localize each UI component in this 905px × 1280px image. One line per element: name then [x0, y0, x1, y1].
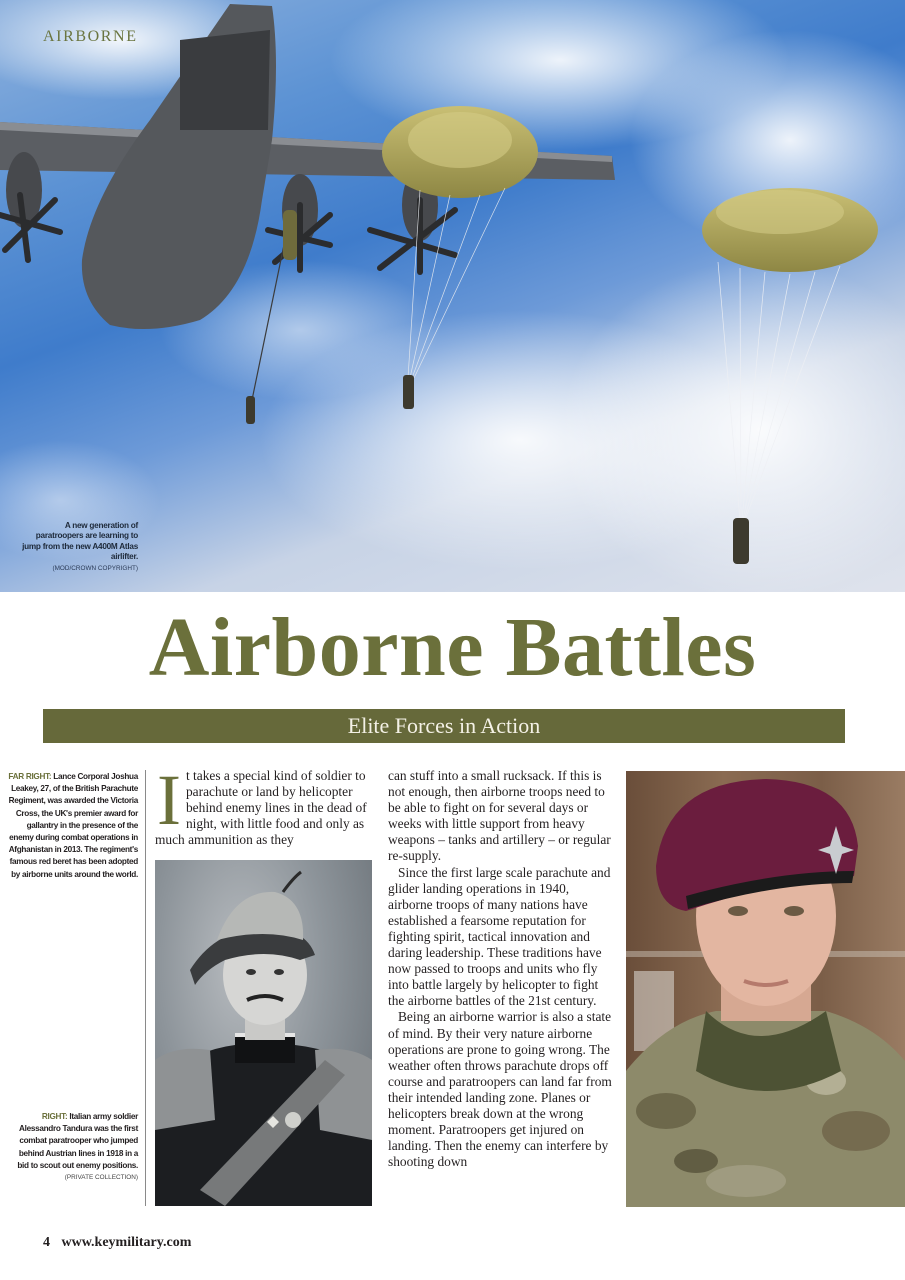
hero-photo-credit: (MOD/CROWN COPYRIGHT) — [52, 564, 138, 572]
drop-cap: I — [157, 760, 181, 840]
caption-right — [8, 1111, 138, 1184]
page-footer — [43, 1235, 191, 1251]
article-paragraph: Since the first large scale parachute and glider landing operations in 1940, airborne troops of many nations have established a fearsome reputation for fighting spirit, tactical innovation and daring leadership. These traditions have now passed to troops and units who fly into battle largely by helicopter to fight the airborne battles of the 21st century. — [388, 864, 611, 1009]
section-tag: AIRBORNE — [43, 28, 138, 45]
caption-text: Lance Corporal Joshua Leakey, 27, of the British Parachute Regiment, was awarded the Victoria Cross, the UK's premier award for gallantry in the presence of the enemy during combat operations in Afghanistan in 2013. The regiment's famous red beret has been adopted by airborne units around the world. — [8, 772, 138, 879]
article-intro-text: t takes a special kind of soldier to parachute or land by helicopter behind enemy lines in the dead of night, with little food and only as much ammunition as they — [155, 768, 367, 848]
hero-caption-text: A new generation of paratroopers are learning to jump from the new A400M Atlas airlifter. — [22, 521, 138, 562]
page-number: 4 — [43, 1235, 50, 1250]
photo-alessandro-tandura — [155, 860, 372, 1206]
article-title: Airborne Battles — [148, 601, 757, 694]
photo-joshua-leakey — [626, 771, 905, 1207]
vintage-portrait-illustration — [155, 860, 372, 1206]
subtitle-band — [43, 709, 845, 743]
caption-credit: (PRIVATE COLLECTION) — [64, 1174, 138, 1182]
hero-photo — [0, 0, 905, 592]
beret-portrait-illustration — [626, 771, 905, 1207]
hero-caption — [20, 521, 138, 574]
aircraft-parachute-illustration — [0, 0, 905, 592]
caption-text: Italian army soldier Alessandro Tandura was the first combat paratrooper who jumped behind Austrian lines in 1918 in a bid to scout out enemy positions. — [17, 1112, 138, 1170]
caption-lead: RIGHT: — [41, 1112, 68, 1121]
article-subtitle: Elite Forces in Action — [347, 713, 541, 738]
caption-lead: FAR RIGHT: — [8, 772, 52, 781]
caption-far-right — [8, 771, 138, 881]
website-link[interactable]: www.keymilitary.com — [61, 1235, 192, 1250]
article-column-1 — [155, 760, 377, 848]
column-divider — [145, 770, 146, 1206]
article-column-2 — [388, 768, 612, 1170]
article-paragraph: Being an airborne warrior is also a state of mind. By their very nature airborne operations are prone to going wrong. The weather often throws parachute drops off course and paratroopers can land far from their intended landing zone. Planes or helicopters break down at the wrong moment. Paratroopers get injured on landing. Then the enemy can interfere by shooting down — [388, 1009, 612, 1170]
article-paragraph: can stuff into a small rucksack. If this is not enough, then airborne troops need to be able to fight on for several days or weeks with little support from heavy weapons – tanks and artillery – or regular re-supply. — [388, 768, 611, 864]
